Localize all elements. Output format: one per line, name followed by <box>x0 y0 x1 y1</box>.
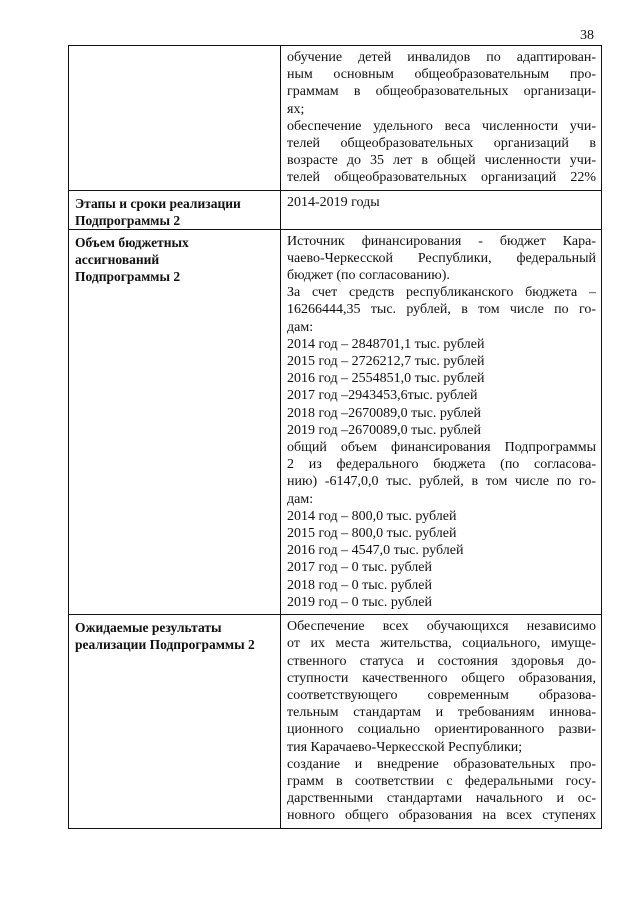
text-line: ях; <box>287 101 305 117</box>
row-content-cell <box>281 46 602 191</box>
text-line: 2016 год – 4547,0 тыс. рублей <box>287 543 464 559</box>
text-line: обучение детей инвалидов по адаптирован- <box>287 50 596 65</box>
row-content <box>287 194 596 211</box>
text-line: возрасте до 35 лет в общей численности учи- <box>287 153 596 169</box>
text-line: тия Карачаево-Черкесской Республики; <box>287 739 523 755</box>
text-line: телей общеобразовательных организаций 22% <box>287 170 596 186</box>
row-label-cell <box>69 229 281 614</box>
text-line: создание и внедрение образовательных про- <box>287 756 596 772</box>
row-content <box>287 618 596 824</box>
text-line: бюджет (по согласованию). <box>287 268 450 284</box>
text-line: граммам в общеобразовательных организаци- <box>287 84 596 100</box>
text-line: телей общеобразовательных организаций в <box>287 136 596 152</box>
text-line: ционного социально ориентированного разви- <box>287 722 596 738</box>
text-line: За счет средств республиканского бюджета – <box>287 285 596 301</box>
text-line: новного общего образования на всех ступенях <box>287 808 596 824</box>
text-line: 2 из федерального бюджета (по согласова- <box>287 457 596 473</box>
text-line: тельным стандартам и требованиям иннова- <box>287 705 596 721</box>
text-line: 2017 год – 0 тыс. рублей <box>287 560 432 576</box>
row-label: Этапы и сроки реализации Подпрограммы 2 <box>75 195 241 228</box>
text-line: 2015 год – 2726212,7 тыс. рублей <box>287 354 485 370</box>
program-passport-table <box>68 45 602 829</box>
text-line: 2019 год – 0 тыс. рублей <box>287 594 432 610</box>
text-line: 2014 год – 2848701,1 тыс. рублей <box>287 336 485 352</box>
text-line: 2014 год – 800,0 тыс. рублей <box>287 508 457 524</box>
text-line: ственного статуса и состояния здоровья до- <box>287 653 596 669</box>
row-label: Ожидаемые результаты реализации Подпрограммы 2 <box>75 620 255 653</box>
text-line: дам: <box>287 491 314 507</box>
text-line: 2018 год –2670089,0 тыс. рублей <box>287 405 481 421</box>
table-row-budget <box>69 229 602 614</box>
text-line: ным основным общеобразовательным про- <box>287 67 596 83</box>
text-line: 2016 год – 2554851,0 тыс. рублей <box>287 371 485 387</box>
table-row-stages <box>69 190 602 229</box>
row-content-cell <box>281 229 602 614</box>
text-line: 2014-2019 годы <box>287 194 380 210</box>
text-line: Обеспечение всех обучающихся независимо <box>287 619 596 635</box>
text-line: дам: <box>287 319 314 335</box>
text-line: обеспечение удельного веса численности учи- <box>287 118 596 134</box>
text-line: чаево-Черкесской Республики, федеральный <box>287 250 596 266</box>
text-line: 2019 год –2670089,0 тыс. рублей <box>287 422 481 438</box>
row-label-cell <box>69 46 281 191</box>
table-row-results <box>69 615 602 828</box>
row-content-cell <box>281 615 602 828</box>
text-line: соответствующего современным образова- <box>287 687 596 703</box>
text-line: дарственными стандартами начального и ос- <box>287 791 596 807</box>
row-label-cell <box>69 615 281 828</box>
text-line: нию) -6147,0,0 тыс. рублей, в том числе по го- <box>287 474 596 490</box>
text-line: общий объем финансирования Подпрограммы <box>287 440 596 456</box>
page-number: 38 <box>580 28 594 43</box>
text-line: от их места жительства, социального, имуще- <box>287 636 596 652</box>
row-content <box>287 233 596 611</box>
text-line: 2017 год –2943453,6тыс. рублей <box>287 388 478 404</box>
row-content <box>287 49 596 187</box>
row-label-cell <box>69 190 281 229</box>
row-label: Объем бюджетных ассигнований Подпрограммы 2 <box>75 234 189 284</box>
text-line: грамм в соответствии с федеральными госу- <box>287 773 596 789</box>
text-line: 2015 год – 800,0 тыс. рублей <box>287 526 457 542</box>
table-row-targets <box>69 46 602 191</box>
row-content-cell <box>281 190 602 229</box>
text-line: 2018 год – 0 тыс. рублей <box>287 577 432 593</box>
text-line: ступности качественного общего образования, <box>287 670 596 686</box>
text-line: 16266444,35 тыс. рублей, в том числе по го- <box>287 302 596 318</box>
text-line: Источник финансирования - бюджет Кара- <box>287 233 596 249</box>
